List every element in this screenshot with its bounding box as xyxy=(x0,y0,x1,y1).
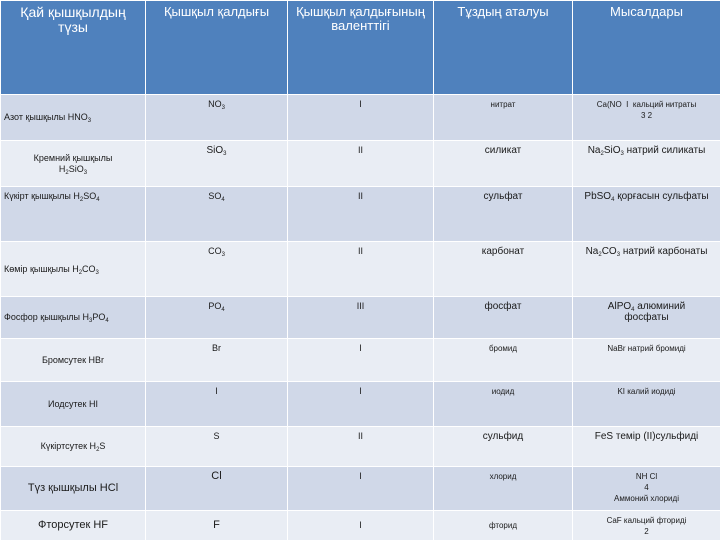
valence-cell: I xyxy=(288,339,434,382)
acid-cell: Азот қышқылы $HNO_3$ xyxy=(1,95,146,141)
salt-cell: сульфид xyxy=(434,427,573,467)
example-cell: $Na_2CO_3$ натрий карбонаты xyxy=(573,242,720,297)
acid-cell: Күкірт қышқылы $H_2SO_4$ xyxy=(1,187,146,242)
table-row xyxy=(1,339,720,382)
table-row xyxy=(1,141,720,187)
acid-cell: Иодсутек HI xyxy=(1,382,146,427)
valence-cell: III xyxy=(288,297,434,339)
header-acid: Қай қышқылдың түзы xyxy=(1,1,146,95)
valence-cell: I xyxy=(288,95,434,141)
table-row xyxy=(1,297,720,339)
valence-cell: I xyxy=(288,382,434,427)
example-cell: KI калий иодиді xyxy=(573,382,720,427)
example-cell: NH Cl 4 Аммоний хлориді xyxy=(573,467,720,511)
acid-cell: Күкіртсутек $H_2S$ xyxy=(1,427,146,467)
valence-cell: II xyxy=(288,141,434,187)
residue-cell: Br xyxy=(146,339,288,382)
salt-cell: фосфат xyxy=(434,297,573,339)
example-cell: AlPO$_4$ алюминий фосфаты xyxy=(573,297,720,339)
example-cell: $Na_2SiO_3$ натрий силикаты xyxy=(573,141,720,187)
residue-cell: SiO$_3$ xyxy=(146,141,288,187)
header-residue: Қышқыл қалдығы xyxy=(146,1,288,95)
residue-cell: S xyxy=(146,427,288,467)
acid-cell: Бромсутек HBr xyxy=(1,339,146,382)
table-row xyxy=(1,511,720,541)
salt-cell: нитрат xyxy=(434,95,573,141)
salt-cell: силикат xyxy=(434,141,573,187)
table-row xyxy=(1,187,720,242)
header-salt-name: Тұздың аталуы xyxy=(434,1,573,95)
header-valence: Қышқыл қалдығының валенттігі xyxy=(288,1,434,95)
table-row xyxy=(1,242,720,297)
valence-cell: I xyxy=(288,511,434,541)
example-cell: NaBr натрий бромиді xyxy=(573,339,720,382)
table-row xyxy=(1,467,720,511)
valence-cell: I xyxy=(288,467,434,511)
example-cell: Ca(NO I кальций нитраты 3 2 xyxy=(573,95,720,141)
residue-cell: $NO_3$ xyxy=(146,95,288,141)
residue-cell: $SO_4$ xyxy=(146,187,288,242)
salt-cell: иодид xyxy=(434,382,573,427)
acid-cell: Кремний қышқылы $H_2SiO_3$ xyxy=(1,141,146,187)
acid-cell: Түз қышқылы HCl xyxy=(1,467,146,511)
residue-cell: $CO_3$ xyxy=(146,242,288,297)
acid-cell: Фосфор қышқылы $H_3PO_4$ xyxy=(1,297,146,339)
residue-cell: F xyxy=(146,511,288,541)
valence-cell: II xyxy=(288,187,434,242)
residue-cell: Cl xyxy=(146,467,288,511)
acid-cell: Көмір қышқылы $H_2CO_3$ xyxy=(1,242,146,297)
example-cell: FeS темір (II)сульфиді xyxy=(573,427,720,467)
example-cell: CaF кальций фториді 2 xyxy=(573,511,720,541)
acid-cell: Фторсутек HF xyxy=(1,511,146,541)
valence-cell: II xyxy=(288,242,434,297)
residue-cell: I xyxy=(146,382,288,427)
residue-cell: $PO_4$ xyxy=(146,297,288,339)
table-row xyxy=(1,427,720,467)
salt-cell: карбонат xyxy=(434,242,573,297)
salt-cell: хлорид xyxy=(434,467,573,511)
example-cell: PbSO$_4$ қорғасын сульфаты xyxy=(573,187,720,242)
table-row xyxy=(1,95,720,141)
salt-cell: бромид xyxy=(434,339,573,382)
table-row xyxy=(1,382,720,427)
salt-cell: фторид xyxy=(434,511,573,541)
header-row xyxy=(1,1,720,95)
header-examples: Мысалдары xyxy=(573,1,720,95)
valence-cell: II xyxy=(288,427,434,467)
salt-cell: сульфат xyxy=(434,187,573,242)
